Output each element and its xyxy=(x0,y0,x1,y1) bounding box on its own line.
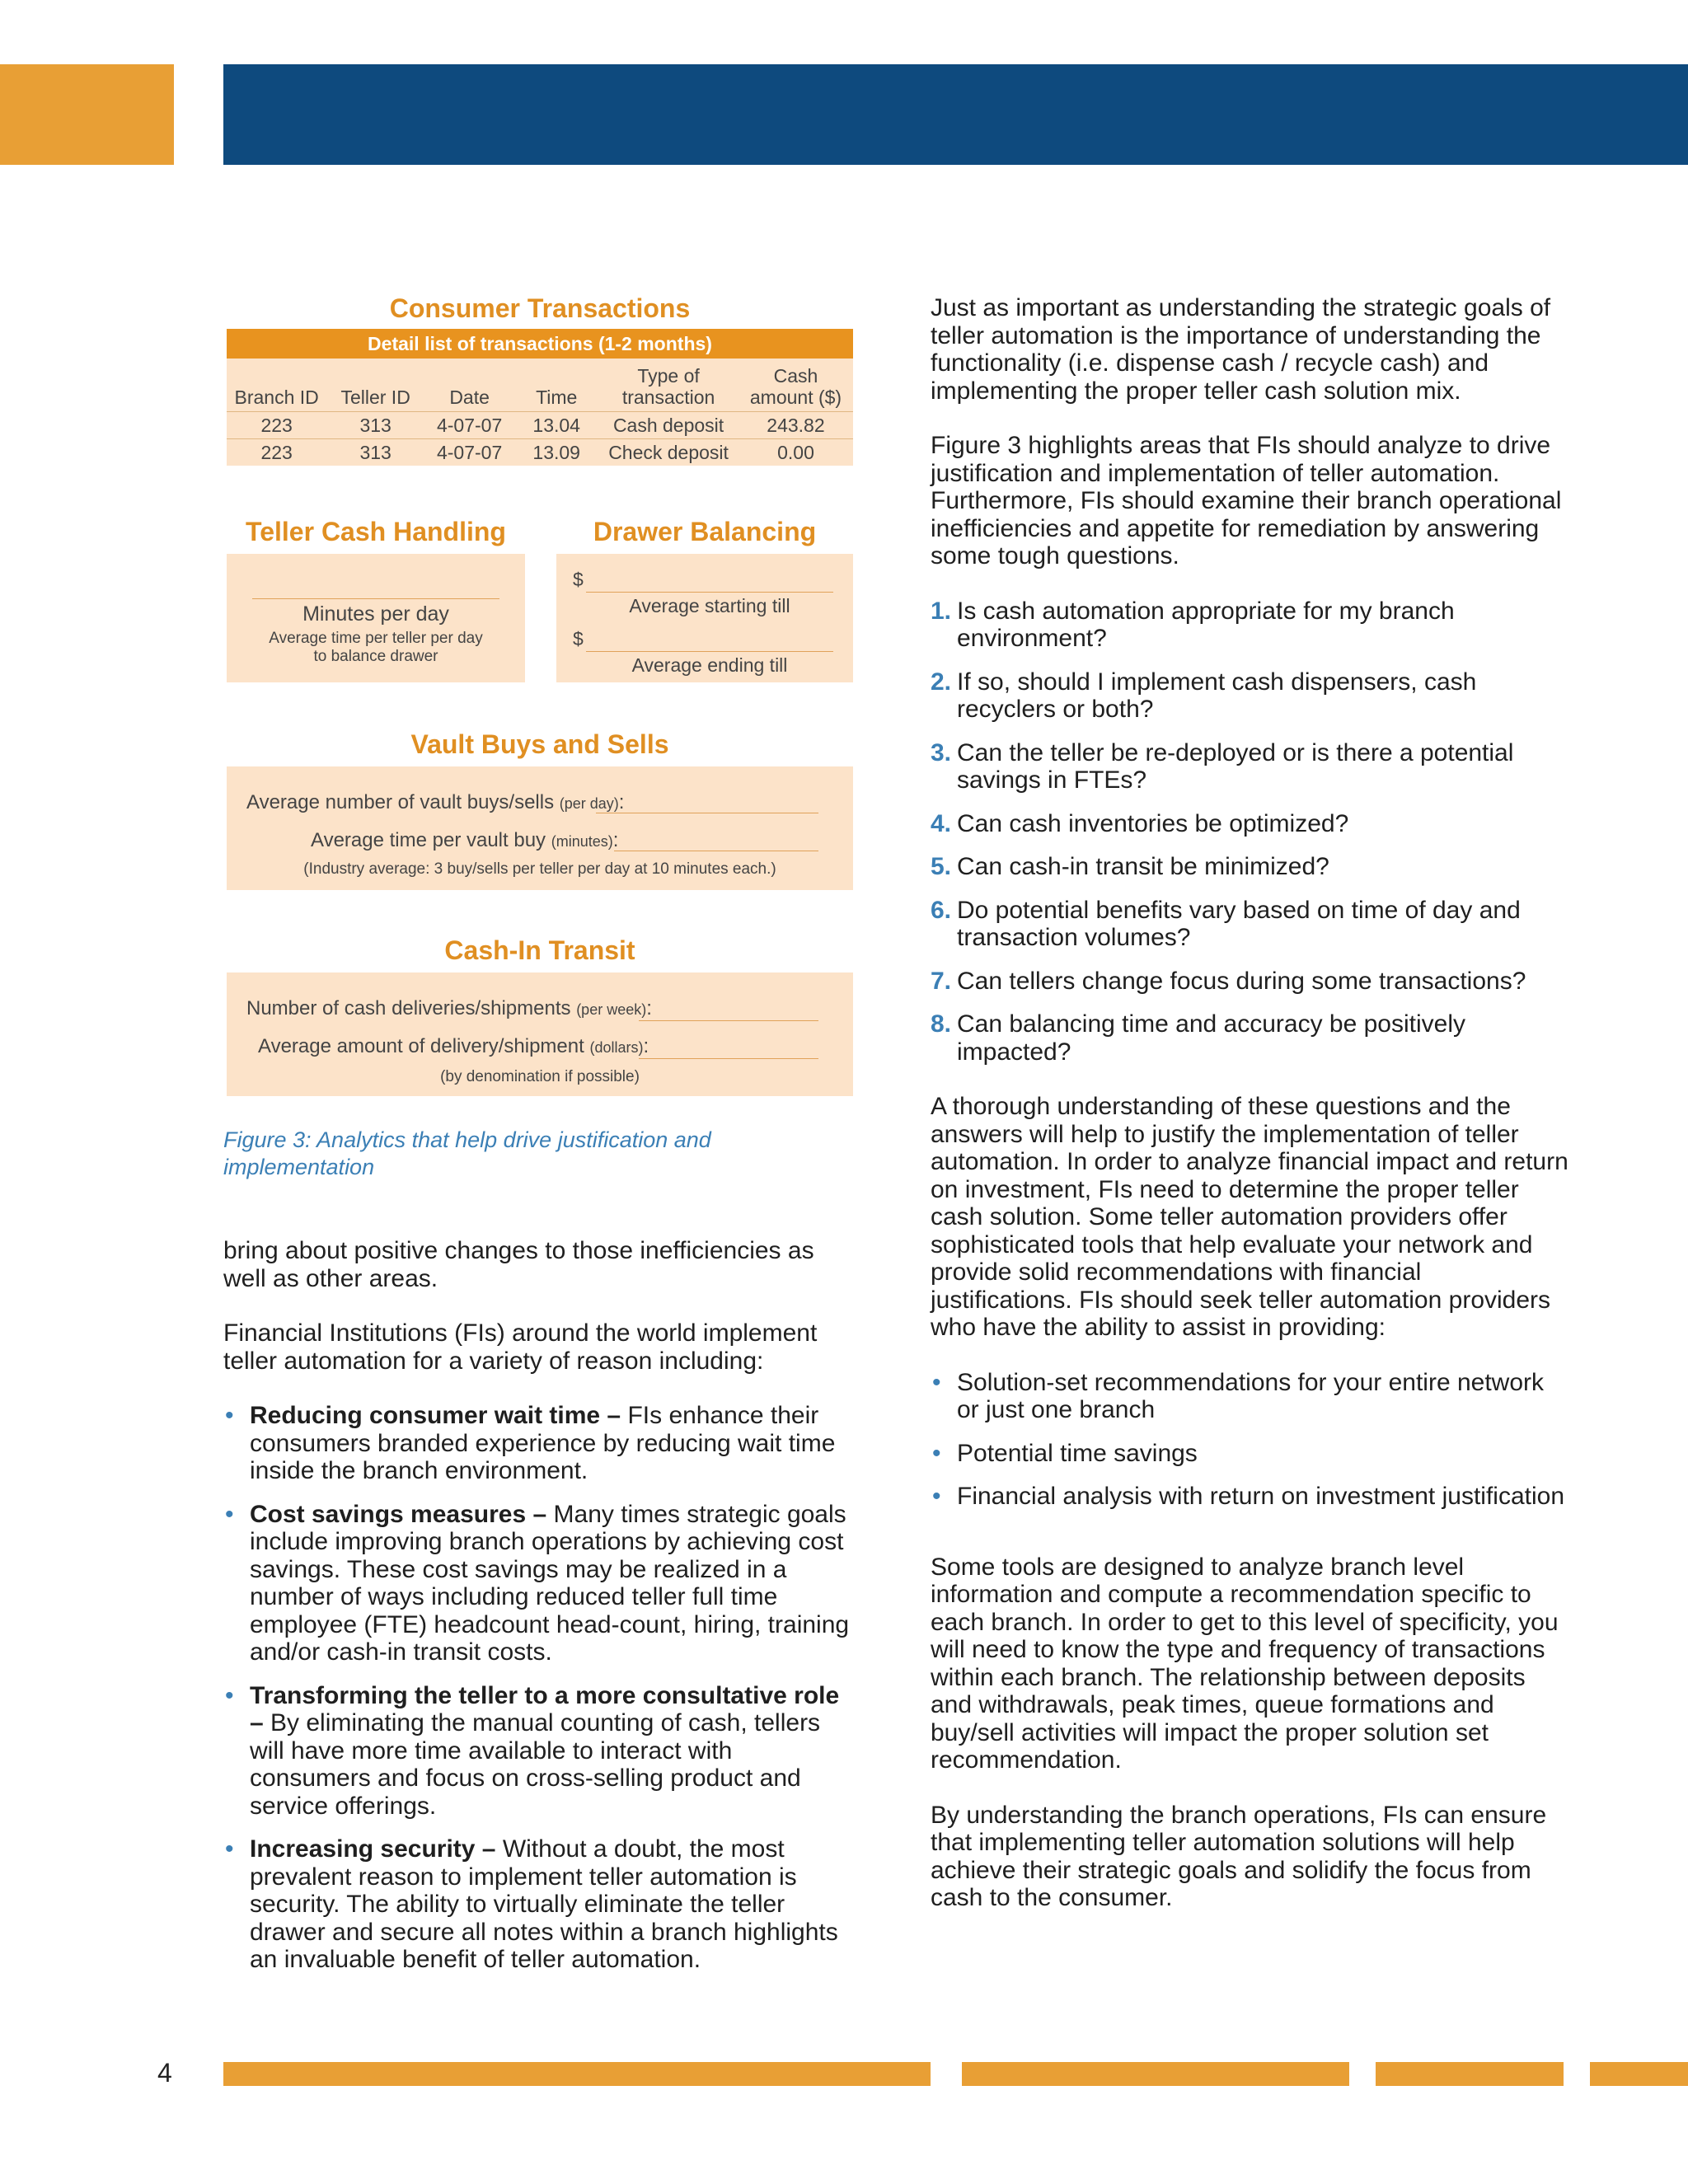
list-item: 8. Can balancing time and accuracy be positively impacted? xyxy=(931,1010,1466,1066)
right-p3: A thorough understanding of these questions and the answers will help to justify the implementation of teller automation. In order to analyze financial impact and return on investment, FIs need to determine the proper teller cash solution. Some teller automation providers offer sophisticated tools that help evaluate your network and provide solid recommendations with financial justifications. FIs should seek teller automation providers who have the ability to assist in providing: xyxy=(931,1093,1568,1341)
bullet-icon: • xyxy=(932,1483,941,1510)
right-p5: By understanding the branch operations, FIs can ensure that implementing teller automation solutions will help achieve their strategic goals and solidify the focus from cash to the consumer. xyxy=(931,1801,1547,1911)
list-item: • Financial analysis with return on investment justification xyxy=(932,1483,1565,1510)
list-item: • Increasing security – Without a doubt, the most prevalent reason to implement teller automation is security. The ability to virtually eliminate the teller drawer and secure all notes within a branch highlights an invaluable benefit of teller automation. xyxy=(225,1835,838,1973)
starting-currency: $ xyxy=(573,569,584,590)
transit-panel xyxy=(227,972,853,1096)
transit-line2: Average amount of delivery/shipment (dollars): xyxy=(258,1035,649,1057)
vault-line1: Average number of vault buys/sells (per day): xyxy=(246,791,625,813)
list-item: • Reducing consumer wait time – FIs enhance their consumers branded experience by reducing wait time inside the branch environment. xyxy=(225,1402,836,1484)
minutes-per-day-label: Minutes per day xyxy=(302,602,449,626)
col-teller-id: Teller ID xyxy=(340,387,410,408)
list-item: • Cost savings measures – Many times strategic goals include improving branch operations by achieving cost savings. These cost savings may be realized in a number of ways including reduced teller full time employee (FTE) headcount head-count, hiring, training and/or cash-in transit costs. xyxy=(225,1500,850,1666)
list-item: 1. Is cash automation appropriate for my branch environment? xyxy=(931,597,1455,652)
question-list xyxy=(931,598,1569,1066)
starting-underline xyxy=(586,592,833,593)
right-bullet-list xyxy=(931,1369,1569,1511)
page-number: 4 xyxy=(157,2058,172,2088)
figure-caption: Figure 3: Analytics that help drive justification and implementation xyxy=(223,1127,711,1179)
list-item: 6. Do potential benefits vary based on time of day and transaction volumes? xyxy=(931,896,1521,951)
table-row: 223 313 4-07-07 13.04 Cash deposit 243.82 xyxy=(227,412,853,439)
left-bullet-list xyxy=(223,1402,858,1974)
teller-cash-handling-panel xyxy=(227,554,525,682)
col-time: Time xyxy=(536,387,578,408)
average-ending-till: Average ending till xyxy=(631,654,788,676)
footer-bar-4 xyxy=(1590,2062,1688,2086)
consumer-transactions-title: Consumer Transactions xyxy=(389,293,691,323)
average-starting-till: Average starting till xyxy=(629,595,790,616)
list-item: 2. If so, should I implement cash dispensers, cash recyclers or both? xyxy=(931,668,1477,723)
bullet-icon: • xyxy=(225,1500,234,1528)
minutes-per-day-sublabel: Average time per teller per day to balance drawer xyxy=(269,630,483,665)
list-item: • Transforming the teller to a more consultative role – By eliminating the manual counting of cash, tellers will have more time available to interact with consumers and focus on cross-selling product and service offerings. xyxy=(225,1681,840,1820)
col-branch-id: Branch ID xyxy=(234,387,319,408)
right-p4: Some tools are designed to analyze branch level information and compute a recommendation specific to each branch. In order to get to this level of specificity, you will need to know the type and frequency of transactions within each branch. The relationship between deposits and withdrawals, peak times, queue formations and buy/sell activities will impact the proper solution set recommendation. xyxy=(931,1553,1559,1774)
list-item: 3. Can the teller be re-deployed or is there a potential savings in FTEs? xyxy=(931,738,1514,794)
header-blue-band xyxy=(223,64,1688,165)
transit-title: Cash-In Transit xyxy=(444,935,635,965)
transit-line2-underline xyxy=(639,1058,818,1059)
vault-note: (Industry average: 3 buy/sells per teller per day at 10 minutes each.) xyxy=(303,860,776,878)
left-column xyxy=(223,1237,858,1990)
list-item: • Solution-set recommendations for your entire network or just one branch xyxy=(932,1368,1545,1423)
consumer-transactions-table xyxy=(227,329,853,466)
list-item: 5. Can cash-in transit be minimized? xyxy=(931,853,1329,880)
transactions-table xyxy=(227,359,853,466)
footer-bar-1 xyxy=(223,2062,931,2086)
left-para: Financial Institutions (FIs) around the world implement teller automation for a variety of reason including: xyxy=(223,1319,818,1375)
transit-line1-underline xyxy=(639,1020,818,1021)
bullet-icon: • xyxy=(932,1439,941,1467)
list-item: 7. Can tellers change focus during some transactions? xyxy=(931,967,1526,995)
col-type: Type of transaction xyxy=(621,365,715,408)
bullet-icon: • xyxy=(225,1681,234,1709)
left-intro: bring about positive changes to those inefficiencies as well as other areas. xyxy=(223,1237,814,1292)
table-row: 223 313 4-07-07 13.09 Check deposit 0.00 xyxy=(227,439,853,466)
bullet-icon: • xyxy=(932,1368,941,1396)
minutes-underline xyxy=(252,598,499,599)
vault-panel xyxy=(227,766,853,890)
col-cash: Cash amount ($) xyxy=(749,365,842,408)
drawer-balancing-title: Drawer Balancing xyxy=(593,517,817,546)
vault-title: Vault Buys and Sells xyxy=(410,729,669,759)
header-orange-block xyxy=(0,64,174,165)
list-item: • Potential time savings xyxy=(932,1439,1198,1467)
footer-bar-3 xyxy=(1376,2062,1564,2086)
right-p2: Figure 3 highlights areas that FIs should analyze to drive justification and implementation of teller automation. Furthermore, FIs should examine their branch operational inefficiencies and appetite for remediation by answering some tough questions. xyxy=(931,432,1562,569)
right-column xyxy=(931,294,1569,1939)
drawer-balancing-panel xyxy=(556,554,853,682)
footer-bar-2 xyxy=(962,2062,1349,2086)
list-item: 4. Can cash inventories be optimized? xyxy=(931,809,1349,837)
right-p1: Just as important as understanding the strategic goals of teller automation is the importance of understanding the functionality (i.e. dispense cash / recycle cash) and implementing the proper teller cash solution mix. xyxy=(931,294,1551,405)
bullet-icon: • xyxy=(225,1402,234,1429)
vault-line2: Average time per vault buy (minutes): xyxy=(311,829,619,851)
teller-cash-handling-title: Teller Cash Handling xyxy=(246,517,506,546)
ending-underline xyxy=(586,651,833,652)
transactions-subtitle: Detail list of transactions (1-2 months) xyxy=(227,329,853,359)
transit-line1: Number of cash deliveries/shipments (per week): xyxy=(246,997,652,1019)
bullet-icon: • xyxy=(225,1835,234,1863)
col-date: Date xyxy=(449,387,490,408)
transit-note: (by denomination if possible) xyxy=(440,1068,640,1085)
ending-currency: $ xyxy=(573,628,584,649)
